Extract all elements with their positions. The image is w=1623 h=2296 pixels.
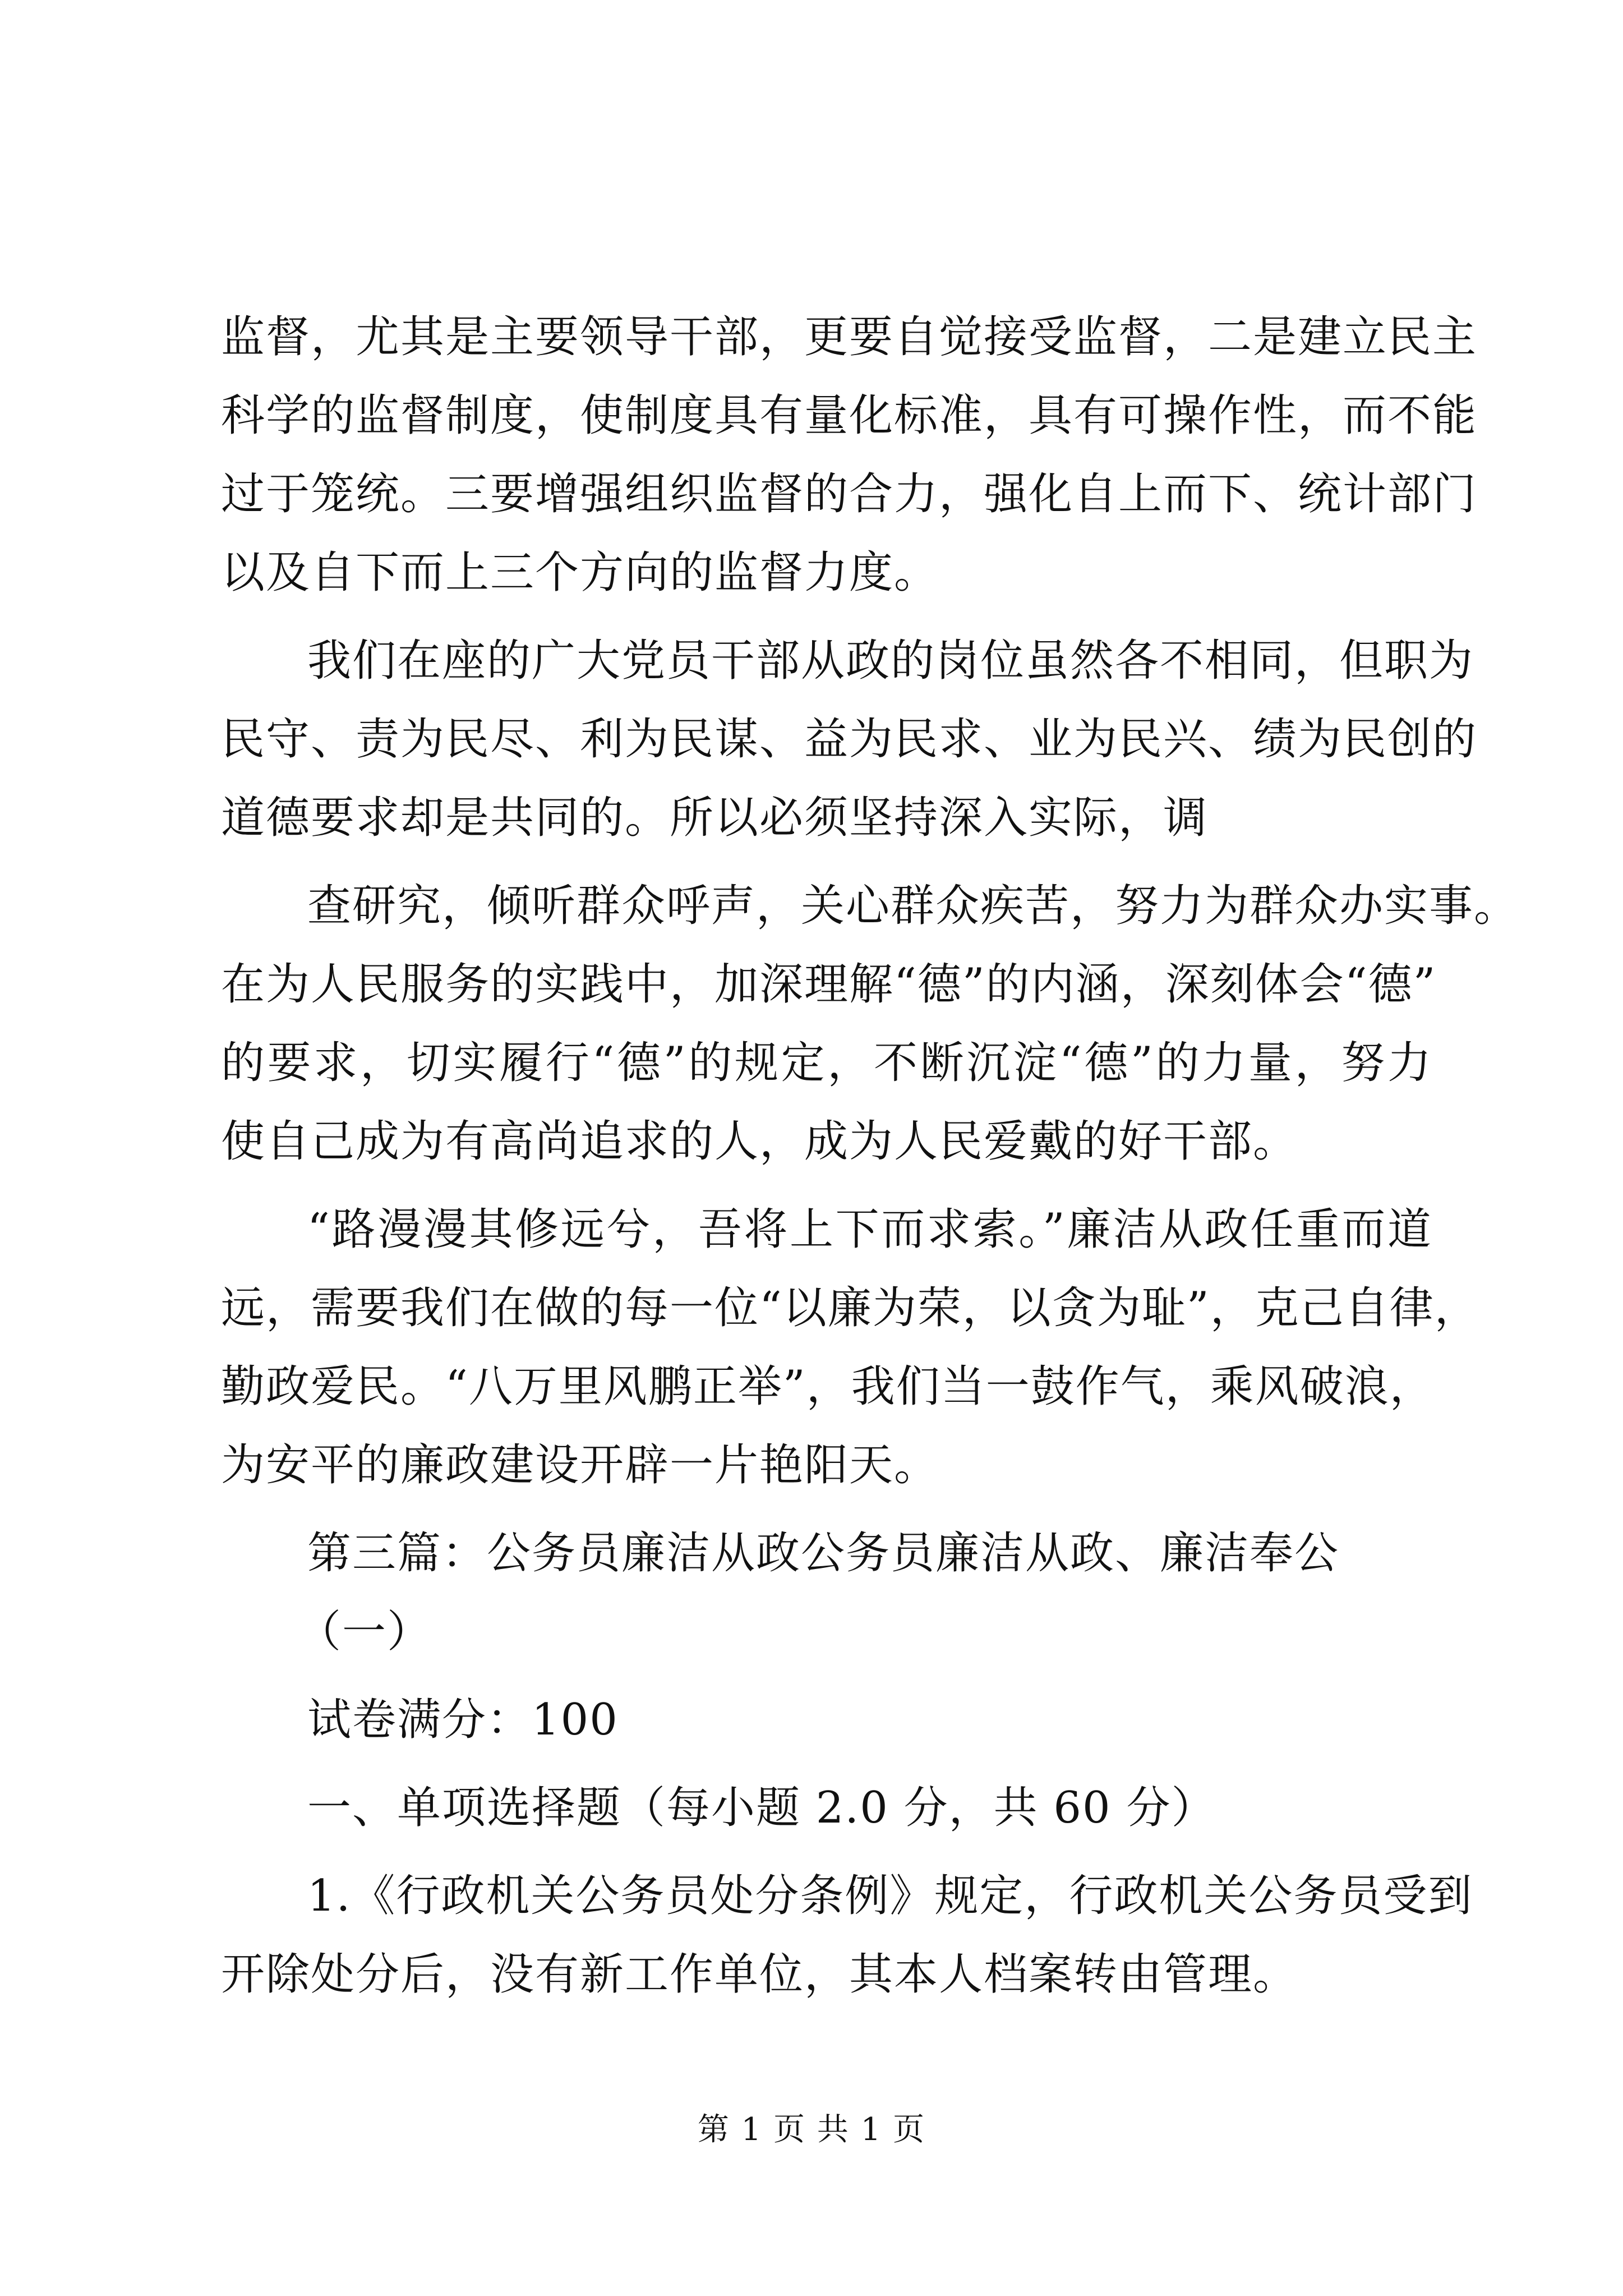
text-line: 科学的监督制度，使制度具有量化标准，具有可操作性，而不能 [221, 390, 1478, 441]
section-subheading: （一） [297, 1607, 432, 1657]
text-line: 为安平的廉政建设开辟一片艳阳天。 [221, 1440, 939, 1490]
text-line: 道德要求却是共同的。所以必须坚持深入实际，调 [221, 793, 1209, 843]
paragraph-first-line: “路漫漫其修远兮，吾将上下而求索。”廉洁从政任重而道 [307, 1204, 1432, 1255]
page-footer: 第 1 页 共 1 页 [697, 2111, 926, 2148]
text-line: 远，需要我们在做的每一位“以廉为荣，以贪为耻”，克己自律， [221, 1283, 1479, 1333]
text-line: 使自己成为有高尚追求的人，成为人民爱戴的好干部。 [221, 1116, 1298, 1167]
text-line: 民守、责为民尽、利为民谋、益为民求、业为民兴、绩为民创的 [221, 714, 1478, 765]
text-line: 勤政爱民。“八万里风鹏正举”，我们当一鼓作气，乘风破浪， [221, 1361, 1435, 1412]
text-line: 以及自下而上三个方向的监督力度。 [221, 547, 939, 598]
paragraph-first-line: 查研究，倾听群众呼声，关心群众疾苦，努力为群众办实事。 [307, 881, 1519, 931]
text-line: 在为人民服务的实践中，加深理解“德”的内涵，深刻体会“德” [221, 959, 1437, 1010]
paragraph-first-line: 我们在座的广大党员干部从政的岗位虽然各不相同，但职为 [307, 636, 1474, 686]
text-line: 监督，尤其是主要领导干部，更要自觉接受监督，二是建立民主 [221, 312, 1478, 362]
question-text: 开除处分后，没有新工作单位，其本人档案转由管理。 [221, 1949, 1298, 2000]
exam-full-score: 试卷满分：100 [307, 1695, 619, 1745]
text-line: 过于笼统。三要增强组织监督的合力，强化自上而下、统计部门 [221, 469, 1478, 519]
section-heading: 第三篇：公务员廉洁从政公务员廉洁从政、廉洁奉公 [307, 1528, 1340, 1579]
question-text: 1.《行政机关公务员处分条例》规定，行政机关公务员受到 [307, 1871, 1473, 1921]
text-line: 的要求，切实履行“德”的规定，不断沉淀“德”的力量，努力 [221, 1038, 1432, 1088]
question-section-title: 一、单项选择题（每小题 2.0 分，共 60 分） [307, 1783, 1216, 1833]
